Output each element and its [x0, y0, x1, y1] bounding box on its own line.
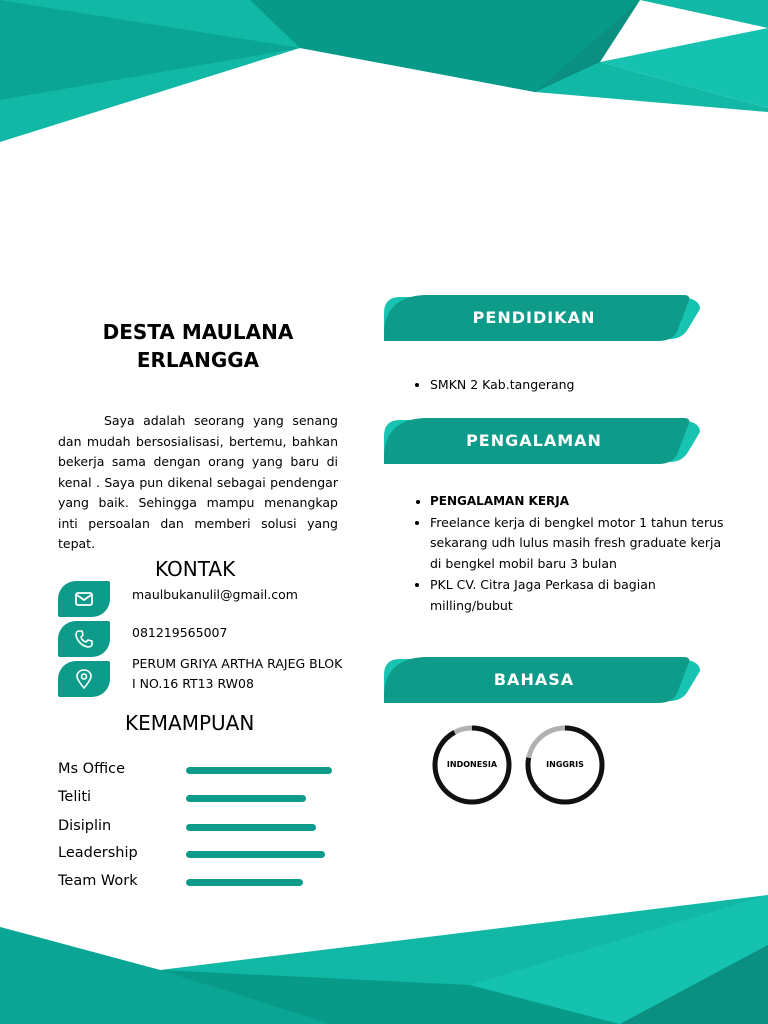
skill-label: Disiplin — [58, 818, 112, 834]
education-banner — [384, 295, 700, 341]
candidate-name — [58, 318, 338, 374]
skill-bar — [186, 851, 325, 858]
skills-heading: KEMAMPUAN — [125, 711, 255, 735]
skill-leadership — [58, 841, 348, 865]
experience-list — [408, 491, 730, 617]
contact-heading: KONTAK — [155, 557, 236, 581]
experience-subheading: • PENGALAMAN KERJA — [430, 491, 730, 512]
name-line-2: ERLANGGA — [136, 348, 260, 372]
language-banner — [384, 657, 700, 703]
education-item: • SMKN 2 Kab.tangerang — [430, 375, 730, 396]
skill-bar — [186, 879, 303, 886]
language-heading: BAHASA — [493, 670, 575, 689]
contact-email — [58, 581, 358, 619]
skill-label: Leadership — [58, 845, 138, 861]
mail-icon — [58, 581, 110, 617]
skill-teliti — [58, 785, 348, 809]
experience-item: • PKL CV. Citra Jaga Perkasa di bagian milling/bubut — [430, 575, 730, 616]
email-text[interactable]: maulbukanulil@gmail.com — [132, 587, 298, 602]
contact-address — [58, 656, 358, 699]
experience-item: • Freelance kerja di bengkel motor 1 tahun terus sekarang udh lulus masih fresh graduate kerja di bengkel mobil baru 3 bulan — [430, 513, 730, 575]
bottom-decoration — [0, 895, 768, 1024]
language-indonesia — [432, 725, 512, 805]
language-label: INDONESIA — [446, 760, 498, 769]
skill-bar — [186, 824, 316, 831]
address-text: PERUM GRIYA ARTHA RAJEG BLOK I NO.16 RT13 RW08 — [132, 656, 343, 691]
skill-bar — [186, 795, 306, 802]
education-heading: PENDIDIKAN — [472, 308, 596, 327]
phone-text[interactable]: 081219565007 — [132, 625, 228, 640]
skill-disiplin — [58, 814, 348, 838]
top-decoration — [0, 0, 768, 150]
experience-banner — [384, 418, 700, 464]
skill-ms-office — [58, 757, 348, 781]
phone-icon — [58, 621, 110, 657]
skill-label: Teliti — [58, 789, 92, 805]
language-label: INGGRIS — [546, 760, 584, 769]
skill-team-work — [58, 869, 348, 893]
location-pin-icon — [58, 661, 110, 697]
skill-label: Ms Office — [58, 761, 125, 777]
education-list — [408, 375, 730, 397]
profile-summary: Saya adalah seorang yang senang dan mudah bersosialisasi, bertemu, bahkan bekerja sama dengan orang yang baru di kenal . Saya pun dikenal sebagai pendengar yang baik. Sehingga mampu menangkap inti persoalan dan memberi solusi yang tepat. — [58, 413, 338, 551]
experience-heading: PENGALAMAN — [466, 431, 602, 450]
name-line-1: DESTA MAULANA — [102, 320, 294, 344]
skill-label: Team Work — [58, 873, 138, 889]
skill-bar — [186, 767, 332, 774]
language-inggris — [525, 725, 605, 805]
